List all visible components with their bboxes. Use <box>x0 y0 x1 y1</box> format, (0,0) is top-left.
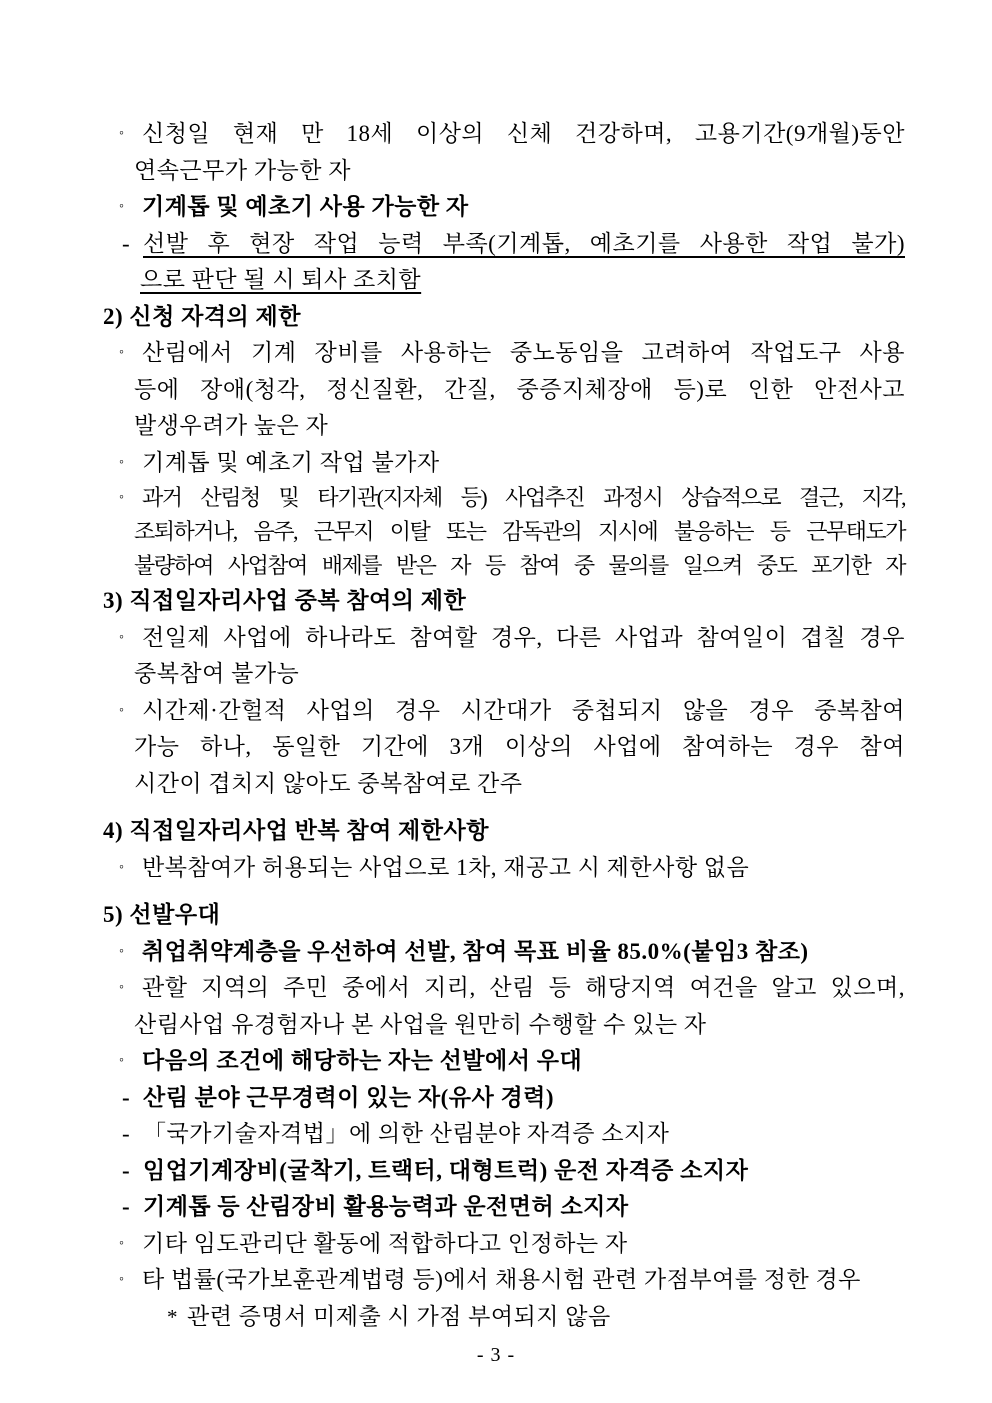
circle-bullet-icon: ◦ <box>119 1272 124 1287</box>
page-number: - 3 - <box>476 1344 516 1366</box>
bullet-item <box>103 850 905 887</box>
text-line <box>103 372 905 409</box>
text-line-content: 연속근무가 가능한 자 <box>134 157 351 183</box>
circle-bullet-icon: ◦ <box>119 199 124 214</box>
bullet-item <box>103 934 905 971</box>
text-line <box>103 549 905 583</box>
section-heading-text: 4) 직접일자리사업 반복 참여 제한사항 <box>103 818 489 843</box>
sub-item-text: 산림 분야 근무경력이 있는 자(유사 경력) <box>143 1084 555 1110</box>
text-line <box>103 766 905 803</box>
footnote-line <box>103 1299 905 1336</box>
section-heading <box>103 299 905 336</box>
bullet-item-text: 반복참여가 허용되는 사업으로 1차, 재공고 시 제한사항 없음 <box>142 854 750 880</box>
sub-item <box>103 1189 905 1226</box>
text-line <box>103 515 905 549</box>
bullet-item <box>103 620 905 657</box>
bullet-item <box>103 1043 905 1080</box>
document-body <box>103 116 905 1335</box>
dash-bullet-icon: - <box>122 1121 130 1146</box>
section-heading-text: 5) 선발우대 <box>103 902 221 927</box>
sub-item <box>103 1116 905 1153</box>
circle-bullet-icon: ◦ <box>119 126 124 141</box>
bullet-item-text: 기타 임도관리단 활동에 적합하다고 인정하는 자 <box>142 1230 628 1256</box>
bullet-item-text: 관할 지역의 주민 중에서 지리, 산림 등 해당지역 여건을 알고 있으며, <box>142 975 905 1000</box>
bullet-item-text: 취업취약계층을 우선하여 선발, 참여 목표 비율 85.0%(붙임3 참조) <box>142 938 809 964</box>
text-line <box>103 153 905 190</box>
circle-bullet-icon: ◦ <box>119 859 124 875</box>
bullet-item-text: 전일제 사업에 하나라도 참여할 경우, 다른 사업과 참여일이 겹칠 경우 <box>142 624 905 650</box>
circle-bullet-icon: ◦ <box>119 629 124 645</box>
section-heading-text: 3) 직접일자리사업 중복 참여의 제한 <box>103 588 467 613</box>
text-line <box>103 1007 905 1044</box>
sub-item-text: 기계톱 등 산림장비 활용능력과 운전면허 소지자 <box>143 1194 629 1219</box>
section-heading <box>103 813 905 850</box>
circle-bullet-icon: ◦ <box>119 454 124 470</box>
text-line-content: 조퇴하거나, 음주, 근무지 이탈 또는 감독관의 지시에 불응하는 등 근무태도가 <box>134 519 905 544</box>
text-line <box>103 656 905 693</box>
asterisk-icon: * <box>167 1304 178 1329</box>
bullet-item <box>103 970 905 1007</box>
section-heading <box>103 583 905 620</box>
sub-item <box>103 1080 905 1117</box>
bullet-item-text: 시간제·간헐적 사업의 경우 시간대가 중첩되지 않을 경우 중복참여 <box>142 697 905 723</box>
text-line-content: 산림사업 유경험자나 본 사업을 원만히 수행할 수 있는 자 <box>134 1011 707 1037</box>
bullet-item <box>103 116 905 153</box>
bullet-item <box>103 335 905 372</box>
dash-bullet-icon: - <box>122 1194 130 1219</box>
text-line-content: 등에 장애(청각, 정신질환, 간질, 중증지체장애 등)로 인한 안전사고 <box>134 376 905 402</box>
bullet-item-text: 기계톱 및 예초기 사용 가능한 자 <box>142 194 469 219</box>
bullet-item <box>103 481 905 515</box>
text-line <box>103 262 905 299</box>
text-line-content: 불량하여 사업참여 배제를 받은 자 등 참여 중 물의를 일으켜 중도 포기한 자 <box>134 553 905 578</box>
circle-bullet-icon: ◦ <box>119 490 124 505</box>
section-heading <box>103 897 905 934</box>
bullet-item-text: 다음의 조건에 해당하는 자는 선발에서 우대 <box>142 1048 583 1073</box>
bullet-item-text: 산림에서 기계 장비를 사용하는 중노동임을 고려하여 작업도구 사용 <box>142 340 905 365</box>
dash-bullet-icon: - <box>122 230 130 256</box>
bullet-item-text: 기계톱 및 예초기 작업 불가자 <box>142 449 440 475</box>
sub-item-text: 임업기계장비(굴착기, 트랙터, 대형트럭) 운전 자격증 소지자 <box>143 1157 749 1183</box>
sub-item <box>103 226 905 263</box>
text-line-content: 으로 판단 될 시 퇴사 조치함 <box>140 267 422 292</box>
bullet-item <box>103 693 905 730</box>
circle-bullet-icon: ◦ <box>119 943 124 959</box>
text-line-content: 중복참여 불가능 <box>134 661 300 686</box>
circle-bullet-icon: ◦ <box>119 702 124 718</box>
section-heading-text: 2) 신청 자격의 제한 <box>103 303 301 329</box>
text-line-content: 가능 하나, 동일한 기간에 3개 이상의 사업에 참여하는 경우 참여 <box>134 734 905 759</box>
circle-bullet-icon: ◦ <box>119 345 124 360</box>
footnote-text: 관련 증명서 미제출 시 가점 부여되지 않음 <box>187 1303 611 1329</box>
dash-bullet-icon: - <box>122 1157 130 1183</box>
text-line-content: 시간이 겹치지 않아도 중복참여로 간주 <box>134 770 523 796</box>
circle-bullet-icon: ◦ <box>119 1235 124 1251</box>
circle-bullet-icon: ◦ <box>119 980 124 995</box>
text-line-content: 발생우려가 높은 자 <box>134 413 329 438</box>
bullet-item-text: 신청일 현재 만 18세 이상의 신체 건강하며, 고용기간(9개월)동안 <box>142 121 905 146</box>
circle-bullet-icon: ◦ <box>119 1053 124 1068</box>
text-line <box>103 408 905 445</box>
bullet-item <box>103 1226 905 1263</box>
dash-bullet-icon: - <box>122 1084 130 1110</box>
sub-item-text: 「국가기술자격법」에 의한 산림분야 자격증 소지자 <box>143 1121 670 1146</box>
bullet-item-text: 과거 산림청 및 타기관(지자체 등) 사업추진 과정시 상습적으로 결근, 지각, <box>142 485 905 510</box>
bullet-item <box>103 189 905 226</box>
sub-item <box>103 1153 905 1190</box>
bullet-item <box>103 1262 905 1299</box>
text-line <box>103 729 905 766</box>
sub-item-text: 선발 후 현장 작업 능력 부족(기계톱, 예초기를 사용한 작업 불가) <box>143 230 905 256</box>
bullet-item <box>103 445 905 482</box>
bullet-item-text: 타 법률(국가보훈관계법령 등)에서 채용시험 관련 가점부여를 정한 경우 <box>142 1267 861 1292</box>
